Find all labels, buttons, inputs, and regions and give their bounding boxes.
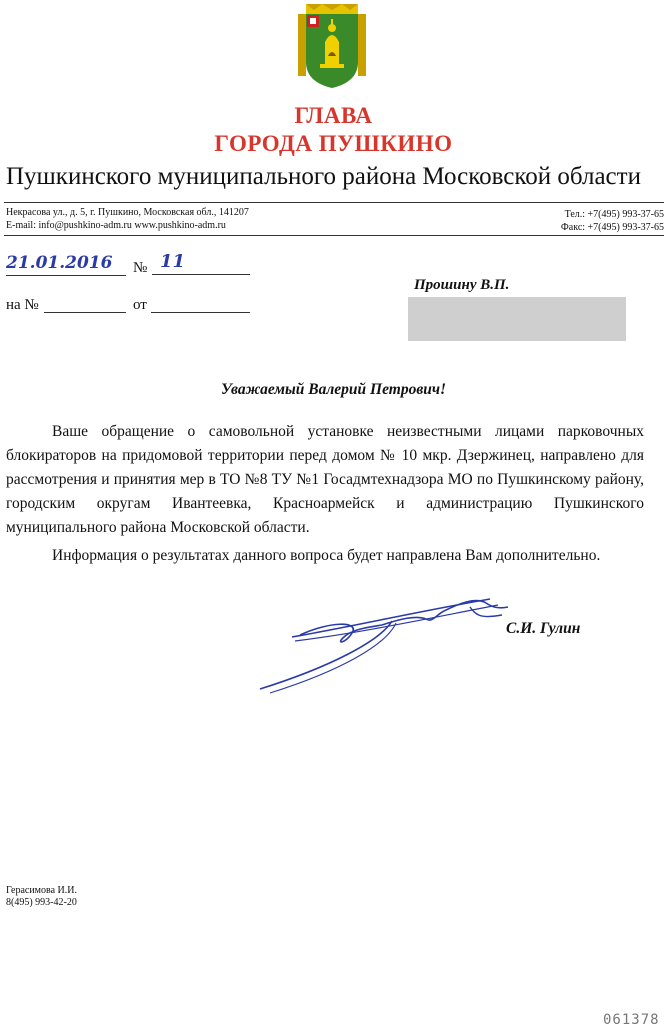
header-bottom-rule: [4, 235, 664, 236]
number-handwritten: 11: [160, 251, 186, 272]
salutation: Уважаемый Валерий Петрович!: [220, 381, 447, 398]
from-line: [151, 294, 250, 313]
header-title-line2: ГОРОДА ПУШКИНО: [214, 131, 453, 156]
from-label: от: [133, 297, 147, 313]
header-phone: Тел.: +7(495) 993-37-65: [564, 209, 664, 220]
letter-paragraph-2: Информация о результатах данного вопроса будет направлена Вам дополнительно.: [52, 547, 601, 564]
header-subtitle: Пушкинского муниципального района Московской области: [6, 163, 641, 190]
handwritten-signature: [240, 585, 530, 695]
header-address: Некрасова ул., д. 5, г. Пушкино, Московская обл., 141207: [6, 207, 249, 218]
header-top-rule: [4, 202, 664, 203]
in-reply-line: [44, 294, 126, 313]
signer-name: С.И. Гулин: [506, 620, 581, 637]
executor-phone: 8(495) 993-42-20: [6, 897, 77, 908]
recipient-name: Прошину В.П.: [414, 277, 510, 293]
header-title-line1: ГЛАВА: [294, 103, 373, 128]
header-email: E-mail: info@pushkino-adm.ru www.pushkino-adm.ru: [6, 220, 226, 231]
header-fax: Факс: +7(495) 993-37-65: [560, 222, 664, 233]
registration-stamp-number: 061378: [603, 1012, 660, 1028]
in-reply-label: на №: [6, 297, 39, 313]
letter-paragraph-1: Ваше обращение о самовольной установке неизвестными лицами парковочных блокираторов на придомовой территории перед домом № 10 мкр. Дзержинец, направлено для рассмотрения и принятия мер в ТО №8 ТУ №1 Госадмтехнадзора МО по Пушкинскому району, городским округам Ивантеевка, Красноармейск и администрацию Пушкинского муниципального района Московской области.: [6, 423, 644, 536]
redacted-address-block: [408, 297, 626, 341]
executor-name: Герасимова И.И.: [6, 885, 77, 896]
date-handwritten: 21.01.2016: [6, 253, 113, 273]
letter-body: [6, 420, 644, 568]
number-label: №: [133, 260, 148, 276]
coat-of-arms-emblem: [290, 4, 374, 88]
